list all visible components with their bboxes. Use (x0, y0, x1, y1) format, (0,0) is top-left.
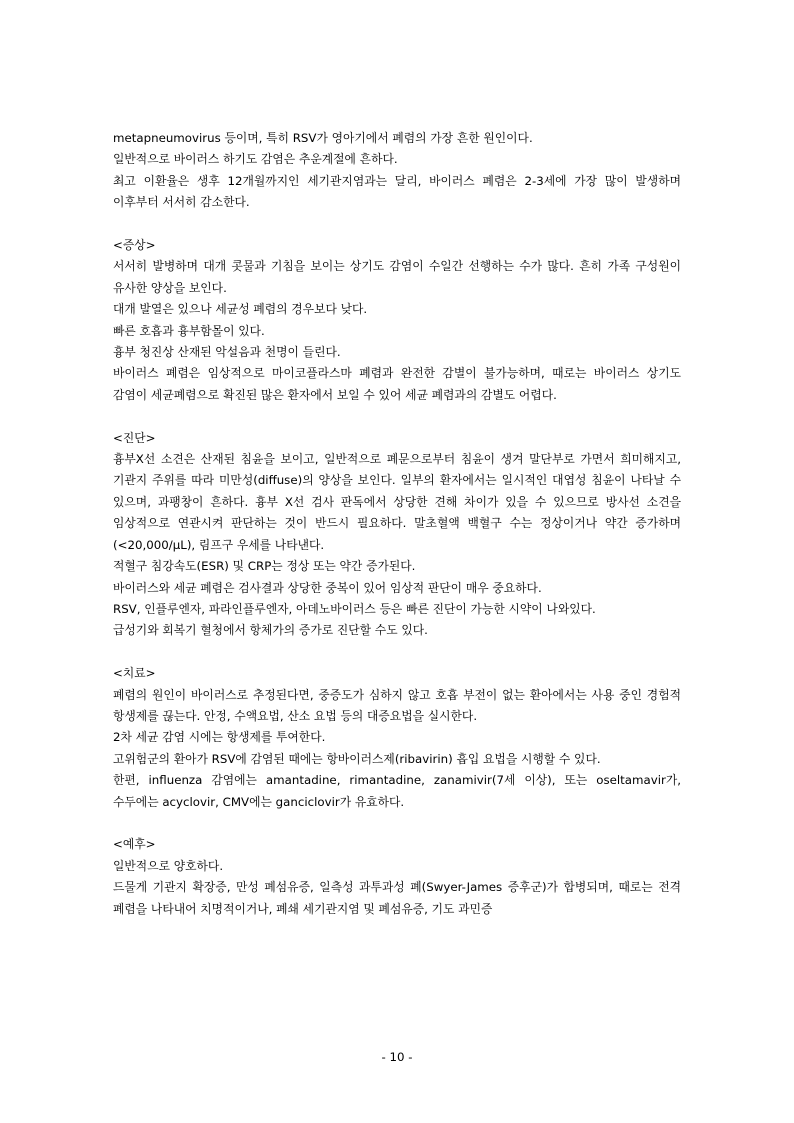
diagnosis-line: 바이러스와 세균 폐렴은 검사결과 상당한 중복이 있어 임상적 판단이 매우 중요하다. (113, 580, 542, 595)
treatment-line: 고위험군의 환아가 RSV에 감염된 때에는 항바이러스제(ribavirin) 흡입 요법을 시행할 수 있다. (113, 751, 601, 766)
diagnosis-line: 급성기와 회복기 혈청에서 항체가의 증가로 진단할 수도 있다. (113, 623, 428, 638)
symptom-line: 흉부 청진상 산재된 악설음과 천명이 들린다. (113, 345, 341, 360)
document-body (113, 128, 681, 920)
intro-line: metapneumovirus 등이며, 특히 RSV가 영아기에서 폐렴의 가장 흔한 원인이다. (113, 131, 533, 145)
intro-line: 일반적으로 바이러스 하기도 감염은 추운계절에 흔하다. (113, 152, 398, 167)
section-heading-diagnosis: <진단> (113, 430, 156, 445)
diagnosis-line: 적혈구 침강속도(ESR) 및 CRP는 정상 또는 약간 증가된다. (113, 559, 416, 574)
section-heading-treatment: <치료> (113, 666, 156, 681)
prognosis-line: 일반적으로 양호하다. (113, 858, 224, 873)
treatment-line: 한편, influenza 감염에는 amantadine, rimantadine, zanamivir(7세 이상), 또는 oseltamavir가, 수두에는 acyclovir, CMV에는 ganciclovir가 유효하다. (113, 773, 681, 809)
section-heading-prognosis: <예후> (113, 837, 156, 852)
symptom-line: 바이러스 폐렴은 임상적으로 마이코플라스마 폐렴과 완전한 감별이 불가능하며, 때로는 바이러스 상기도 감염이 세균폐렴으로 확진된 많은 환자에서 보일 수 있어 세균 폐렴과의 감별도 어렵다. (113, 366, 681, 402)
section-heading-symptoms: <증상> (113, 238, 156, 253)
page-number: - 10 - (381, 1050, 413, 1064)
symptom-line: 빠른 호흡과 흉부함몰이 있다. (113, 323, 265, 338)
treatment-line: 2차 세균 감염 시에는 항생제를 투여한다. (113, 730, 326, 745)
symptom-line: 대개 발열은 있으나 세균성 폐렴의 경우보다 낮다. (113, 302, 368, 317)
prognosis-line: 드물게 기관지 확장증, 만성 폐섬유증, 일측성 과투과성 폐(Swyer-James 증후군)가 합병되며, 때로는 전격 폐렴을 나타내어 치명적이거나, 폐쇄 세기관지염 및 폐섬유증, 기도 과민증 (113, 880, 681, 916)
treatment-line: 폐렴의 원인이 바이러스로 추정된다면, 중증도가 심하지 않고 호흡 부전이 없는 환아에서는 사용 중인 경험적 항생제를 끊는다. 안정, 수액요법, 산소 요법 등의 대증요법을 실시한다. (113, 687, 681, 723)
diagnosis-line: 흉부X선 소견은 산재된 침윤을 보이고, 일반적으로 폐문으로부터 침윤이 생겨 말단부로 가면서 희미해지고, 기관지 주위를 따라 미만성(diffuse)의 양상을 보인다. 일부의 환자에서는 일시적인 대엽성 침윤이 나타날 수 있으며, 과팽창이 흔하다. 흉부 X선 검사 판독에서 상당한 견해 차이가 있을 수 있으므로 방사선 소견을 임상적으로 연관시켜 판단하는 것이 반드시 필요하다. 말초혈액 백혈구 수는 정상이거나 약간 증가하며 (<20,000/μL), 림프구 우세를 나타낸다. (113, 452, 681, 552)
symptom-line: 서서히 발병하며 대개 콧물과 기침을 보이는 상기도 감염이 수일간 선행하는 수가 많다. 흔히 가족 구성원이 유사한 양상을 보인다. (113, 259, 681, 295)
diagnosis-line: RSV, 인플루엔자, 파라인플루엔자, 아데노바이러스 등은 빠른 진단이 가능한 시약이 나와있다. (113, 601, 596, 616)
intro-line: 최고 이환율은 생후 12개월까지인 세기관지염과는 달리, 바이러스 폐렴은 2-3세에 가장 많이 발생하며 이후부터 서서히 감소한다. (113, 173, 681, 210)
